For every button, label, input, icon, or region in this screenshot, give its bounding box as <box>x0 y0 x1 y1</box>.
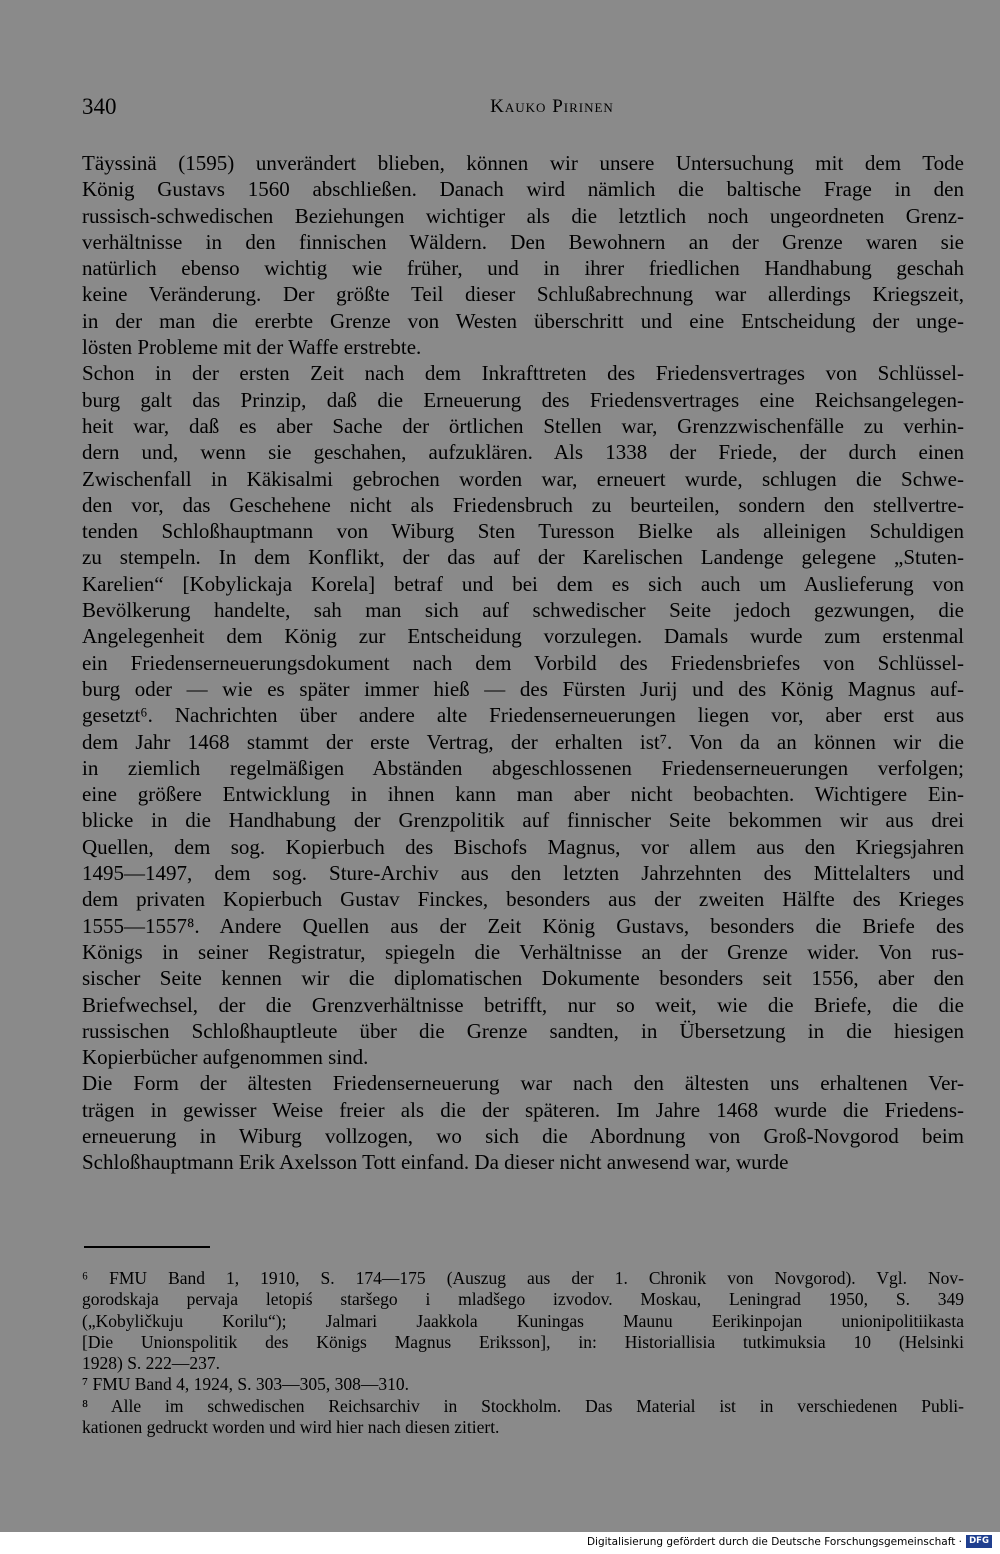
text-line: keine Veränderung. Der größte Teil dieser Schlußabrechnung war allerdings Kriegszeit, <box>82 282 964 307</box>
text-line: Die Form der ältesten Friedenserneuerung war nach den ältesten uns erhaltenen Ver- <box>82 1071 964 1096</box>
page-header <box>82 94 962 124</box>
footnote-line: gorodskaja pervaja letopiś staršego i mladšego izvodov. Moskau, Leningrad 1950, S. 349 <box>82 1289 964 1310</box>
text-line: blicke in die Handhabung der Grenzpolitik auf finnischer Seite bekommen wir aus drei <box>82 808 964 833</box>
text-line: sischer Seite kennen wir die diplomatischen Dokumente besonders seit 1556, aber den <box>82 966 964 991</box>
footnote-line: kationen gedruckt worden und wird hier nach diesen zitiert. <box>82 1417 500 1438</box>
text-line: König Gustavs 1560 abschließen. Danach wird nämlich die baltische Frage in den <box>82 177 964 202</box>
text-line: lösten Probleme mit der Waffe erstrebte. <box>82 335 422 360</box>
text-line: burg galt das Prinzip, daß die Erneuerung des Friedensvertrages eine Reichsangelegen- <box>82 387 964 412</box>
text-line: natürlich ebenso wichtig wie früher, und in ihrer friedlichen Handhabung geschah <box>82 256 964 281</box>
digitization-credit: Digitalisierung gefördert durch die Deutsche Forschungsgemeinschaft · <box>586 1536 962 1548</box>
footnote-line: [Die Unionspolitik des Königs Magnus Eriksson], in: Historiallisia tutkimuksia 10 (Helsinki <box>82 1331 964 1352</box>
text-line: russisch-schwedischen Beziehungen wichtiger als die letztlich noch ungeordneten Grenz- <box>82 203 964 228</box>
text-line: Königs in seiner Registratur, spiegeln die Verhältnisse an der Grenze wider. Von rus- <box>82 939 964 964</box>
text-line: Zwischenfall in Käkisalmi gebrochen worden war, erneuert wurde, schlugen die Schwe- <box>82 466 964 491</box>
page-number: 340 <box>82 94 117 119</box>
text-line: Schon in der ersten Zeit nach dem Inkrafttreten des Friedensvertrages von Schlüssel- <box>82 361 964 386</box>
text-line: Quellen, dem sog. Kopierbuch des Bischofs Magnus, vor allem aus den Kriegsjahren <box>82 834 964 859</box>
text-line: ein Friedenserneuerungsdokument nach dem Vorbild des Friedensbriefes von Schlüssel- <box>82 650 964 675</box>
footnote-line: ⁷ FMU Band 4, 1924, S. 303—305, 308—310. <box>82 1374 409 1395</box>
text-line: zu stempeln. In dem Konflikt, der das auf der Karelischen Landenge gelegene „Stuten- <box>82 545 964 570</box>
text-line: Täyssinä (1595) unverändert blieben, können wir unsere Untersuchung mit dem Tode <box>82 151 964 175</box>
footnote-line: ⁸ Alle im schwedischen Reichsarchiv in Stockholm. Das Material ist in verschiedenen Publi- <box>82 1395 964 1416</box>
text-line: 1495—1497, dem sog. Sture-Archiv aus den letzten Jahrzehnten des Mittelalters und <box>82 861 964 886</box>
text-line: in ziemlich regelmäßigen Abständen abgeschlossenen Friedenserneuerungen verfolgen; <box>82 755 964 780</box>
text-line: verhältnisse in den finnischen Wäldern. Den Bewohnern an der Grenze waren sie <box>82 229 964 254</box>
text-line: gesetzt⁶. Nachrichten über andere alte Friedenserneuerungen liegen vor, aber erst aus <box>82 703 964 728</box>
text-line: in der man die ererbte Grenze von Westen überschritt und eine Entscheidung der unge- <box>82 308 964 333</box>
text-line: dem privaten Kopierbuch Gustav Finckes, besonders aus der zweiten Hälfte des Krieges <box>82 887 964 912</box>
body-text <box>82 150 964 1176</box>
text-line: eine größere Entwicklung in ihnen kann man aber nicht beobachten. Wichtigere Ein- <box>82 782 964 807</box>
text-line: russischen Schloßhauptleute über die Grenze sandten, in Übersetzung in die hiesigen <box>82 1018 964 1043</box>
running-head: Kauko Pirinen <box>490 96 614 117</box>
footnote-line: 1928) S. 222—237. <box>82 1353 221 1374</box>
text-line: trägen in gewisser Weise freier als die der späteren. Im Jahre 1468 wurde die Friedens- <box>82 1097 964 1122</box>
text-line: dern und, wenn sie geschahen, aufzuklären. Als 1338 der Friede, der durch einen <box>82 440 964 465</box>
footnote-line: („Kobyličkuju Korilu“); Jalmari Jaakkola Kuningas Maunu Eerikinpojan unionipolitiikasta <box>82 1310 964 1331</box>
text-line: Bevölkerung handelte, sah man sich auf schwedischer Seite jedoch gezwungen, die <box>82 598 964 623</box>
text-line: burg oder — wie es später immer hieß — des Fürsten Jurij und des König Magnus auf- <box>82 676 964 701</box>
text-line: den vor, das Geschehene nicht als Friedensbruch zu beurteilen, sondern den stellvertre- <box>82 492 964 517</box>
text-line: erneuerung in Wiburg vollzogen, wo sich die Abordnung von Groß-Novgorod beim <box>82 1123 964 1148</box>
footnotes <box>82 1268 964 1438</box>
footnote-line: ⁶ FMU Band 1, 1910, S. 174—175 (Auszug aus der 1. Chronik von Novgorod). Vgl. Nov- <box>82 1268 964 1288</box>
text-line: tenden Schloßhauptmann von Wiburg Sten Turesson Bielke als alleinigen Schuldigen <box>82 519 964 544</box>
text-line: dem Jahr 1468 stammt der erste Vertrag, der erhalten ist⁷. Von da an können wir die <box>82 729 964 754</box>
text-line: Angelegenheit dem König zur Entscheidung vorzulegen. Damals wurde zum erstenmal <box>82 624 964 649</box>
text-line: heit war, daß es aber Sache der örtlichen Stellen war, Grenzzwischenfälle zu verhin- <box>82 413 964 438</box>
text-line: Karelien“ [Kobylickaja Korela] betraf und bei dem es sich auch um Auslieferung von <box>82 571 964 596</box>
text-line: Kopierbücher aufgenommen sind. <box>82 1045 369 1070</box>
text-line: Schloßhauptmann Erik Axelsson Tott einfand. Da dieser nicht anwesend war, wurde <box>82 1150 789 1175</box>
text-line: Briefwechsel, der die Grenzverhältnisse betrifft, nur so weit, wie die Briefe, die die <box>82 992 964 1017</box>
dfg-logo: DFG <box>966 1535 992 1548</box>
text-line: 1555—1557⁸. Andere Quellen aus der Zeit König Gustavs, besonders die Briefe des <box>82 913 964 938</box>
footnote-divider <box>84 1246 210 1248</box>
